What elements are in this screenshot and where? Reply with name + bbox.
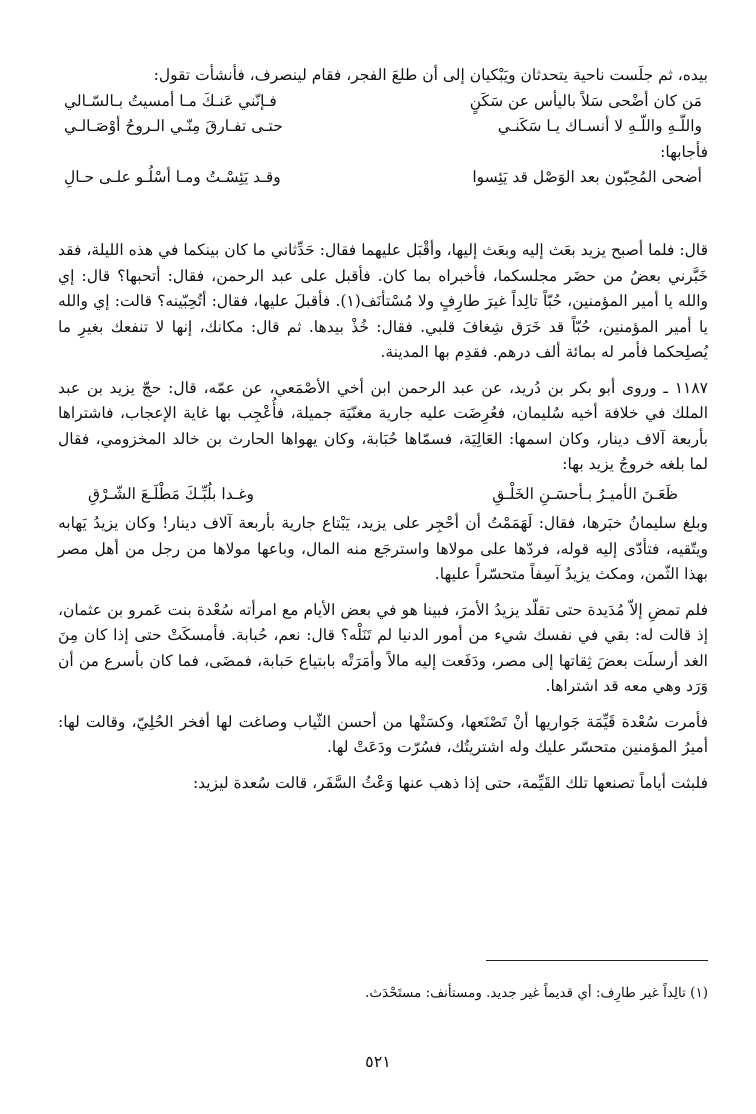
verse-hemistich-first: مَن كان أضْحى سَلاً باليأس عن سَكَنٍ (469, 91, 702, 110)
answer-intro: فأجابها: (660, 142, 708, 161)
verse-hemistich-first: واللّـهِ واللّـهِ لا أنسـاك يـا سَكَنـي (497, 117, 702, 135)
poem-verse-2 (58, 114, 708, 140)
verse-hemistich-second: وغـدا بلُبِّـكَ مَطْلَـعَ الشّـرْقِ (88, 484, 254, 503)
narrative-block (58, 238, 708, 796)
poem-verse-1 (58, 89, 708, 115)
footnote: (١) تالِداً غير طارِف: أي قديماً غير جديد. ومستأنف: مستَحْدَث. (365, 985, 708, 1001)
paragraph-4: فلم تمضِ إلاّ مُدَيدة حتى تقلّد يزيدُ الأمرَ، فبينا هو في بعض الأيام مع امرأته سُعْدة بنت عَمرو بن عثمان، إذ قالت له: بقي في نفسك شيء من أمور الدنيا لم تَنَلْه؟ قال: نعم، حُبابة. فأمسكَتْ حتى إذا كان مِنَ الغد أرسلَت بعضَ ثِقاتها إلى مصر، ودَفَعت إليه مالاً وأمَرَتْه بابتياع حَبابة، فمضَى، فما كان بأسرع من أن وَرَد وهي معه قد اشتراها. (58, 600, 708, 695)
paragraph-6: فلبثت أياماً تصنعها تلك القَيِّمة، حتى إذا ذهب عنها وَعْثُ السَّفَر، قالت سُعدة ليزيد: (192, 773, 708, 792)
opening-line: بيده، ثم جلَست ناحية يتحدثان ويَبْكيان إلى أن طلعَ الفجر، فقام لينصرف، فأنشأت تقول: (153, 66, 708, 84)
verse-hemistich-second: حتـى تفـارقَ مِنّـي الـروحُ أوْصَـالـي (64, 117, 283, 135)
verse-hemistich-second: وقـد يَئِسْـتُ ومـا أسْلُـو علـى حـالِ (64, 168, 281, 186)
page-number: ٥٢١ (365, 1052, 391, 1071)
poem-verse-4 (58, 478, 708, 512)
verse-hemistich-first: أضحى المُحِبّون بعد الوَصْل قد يَئِسوا (472, 168, 702, 186)
paragraph-1: قال: فلما أصبح يزيد بعَث إليه وبعَث إليها، وأقْبَل عليهما فقال: حَدِّثاني ما كان بينكما في هذه الليلة، فقد خَبَّرني بعضُ من حضَر مجلسكما، فأخبراه بما كان. فأقبل على عبد الرحمن، فقال: أتحبها؟ قال: إي والله يا أمير المؤمنين، حُبّاً تالِداً غيرَ طارِفٍ ولا مُسْتأنَف(١). فأقبلَ عليها، فقال: أتُحِبّينه؟ قالت: إي والله يا أمير المؤمنين، حُبّاً قد خَرَق شِغافَ قلبي. فقال: خُذْ بيدها. ثم قال: مكانك، إنها لا تنفعك بغيرِ ما يُصلِحكما فأمر له بمائة ألف درهم. فقدِم بها المدينة. (58, 241, 708, 361)
footnote-divider (486, 960, 708, 961)
main-text (58, 63, 708, 191)
verse-hemistich-second: فـإنّني عَنـكَ مـا أمسيتُ بـالسّـالي (64, 91, 277, 110)
paragraph-2: ١١٨٧ ـ وروى أبو بكر بن دُريد، عن عبد الرحمن ابن أخي الأصْمَعي، عن عمّه، قال: حجّ يزيد بن عبد الملك في خلافة أخيه سُليمان، فعُرِضَت عليه جارية مغنّيَة جميلة، فأُعْجِب بها غاية الإعجاب، فاشتراها بأربعة آلاف دينار، وكان اسمها: العَالِيَة، فسمّاها حُبَابة، وكان يهواها الحارث بن خالد المخزومي، فقال لما بلغه خروجُ يزيد بها: (58, 378, 708, 473)
paragraph-5: فأمرت سُعْدة قَيِّمَة جَواريها أنْ تَصْنَعها، وكسَتْها من أحسن الثّياب وصاغت لها أفخر الحُلِيّ، وقالت لها: أميرُ المؤمنين متحسّر عليك وله اشتريتُك، فسُرّت ودَعَتْ لها. (58, 712, 708, 756)
poem-verse-3 (58, 165, 708, 191)
verse-hemistich-first: ظَعَـنَ الأميـرُ بـأحسَـنِ الخَلْـقِ (492, 484, 678, 503)
paragraph-3: وبلغ سليمانُ خبَرها، فقال: لَهَمَمْتُ أن أحْجِر على يزيد، يَبْتاع جارية بأربعة آلاف دينار! وكان يزيدُ يَهابه ويتّقيه، فتأدّى إليه قوله، فردّها على مولاها واسترجَع منه المال، وباعها مولاها من رجل من أهل مصر بهذا الثّمن، ومكث يزيدُ آسِفاً متحسّراً عليها. (58, 514, 708, 583)
